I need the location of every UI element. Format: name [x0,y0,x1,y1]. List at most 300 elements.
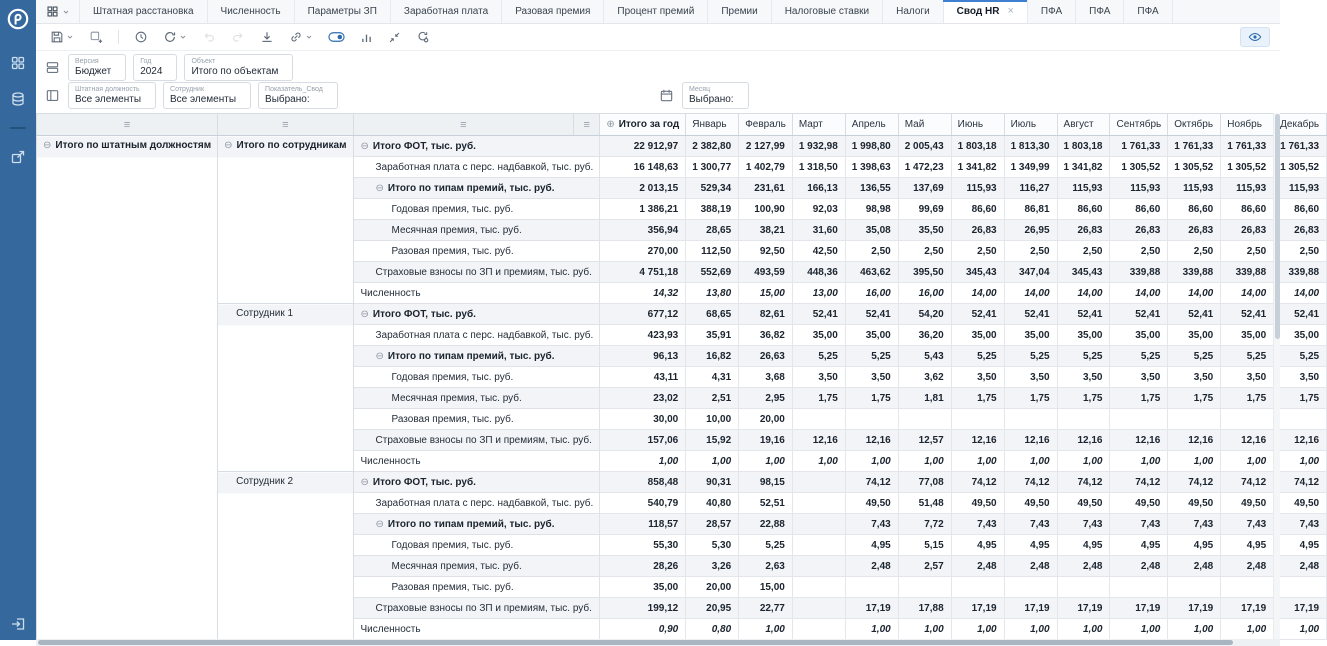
filter-chip[interactable] [184,54,293,81]
cell[interactable]: 26,63 [739,346,793,367]
cell[interactable]: 26,83 [951,220,1004,241]
cell[interactable]: 35,00 [951,325,1004,346]
cell[interactable]: 2,50 [1004,241,1057,262]
cell[interactable]: 1,75 [1004,388,1057,409]
cell[interactable]: 2,48 [1274,556,1327,577]
redo-button[interactable] [225,27,251,47]
cell[interactable]: 26,83 [1168,220,1221,241]
cell[interactable]: 2,57 [898,556,951,577]
column-menu-icon[interactable]: ≡ [353,114,574,136]
cell[interactable] [792,514,845,535]
cell[interactable] [792,535,845,556]
column-header-month[interactable]: Февраль [739,114,793,136]
cell[interactable]: 20,00 [739,409,793,430]
cell[interactable]: 2,48 [951,556,1004,577]
cell[interactable]: 2,50 [1274,241,1327,262]
cell[interactable]: 35,00 [1168,325,1221,346]
cell[interactable]: 52,41 [1004,304,1057,325]
cell[interactable]: 5,25 [1168,346,1221,367]
logout-icon[interactable] [10,616,26,632]
cell[interactable]: 14,00 [1110,283,1168,304]
cell[interactable]: 4,31 [686,367,739,388]
cell[interactable] [1004,577,1057,598]
cell[interactable]: 1,00 [739,451,793,472]
cell[interactable]: 74,12 [1274,472,1327,493]
cell[interactable]: 1 761,33 [1221,136,1274,157]
cell[interactable]: 13,80 [686,283,739,304]
cell[interactable]: 5,25 [1221,346,1274,367]
cell[interactable]: 345,43 [951,262,1004,283]
cell[interactable] [1004,409,1057,430]
cell[interactable]: 19,16 [739,430,793,451]
column-header-month[interactable]: Ноябрь [1221,114,1274,136]
cell[interactable]: 17,19 [845,598,898,619]
cell[interactable]: 7,43 [1004,514,1057,535]
cell[interactable]: 7,43 [1274,514,1327,535]
cell[interactable]: 137,69 [898,178,951,199]
cell[interactable]: 15,92 [686,430,739,451]
row-metric-label[interactable] [353,619,600,640]
cell[interactable]: 1,00 [1110,451,1168,472]
cell[interactable] [1110,577,1168,598]
cell[interactable]: 52,51 [739,493,793,514]
cell[interactable] [845,409,898,430]
cell-year-total[interactable]: 540,79 [600,493,686,514]
cell[interactable]: 1,00 [845,451,898,472]
column-header-month[interactable]: Сентябрь [1110,114,1168,136]
cell[interactable]: 14,00 [1221,283,1274,304]
cell[interactable]: 49,50 [1057,493,1110,514]
toggle-on-button[interactable] [322,28,351,46]
cell[interactable]: 4,95 [951,535,1004,556]
cell[interactable]: 16,82 [686,346,739,367]
cell[interactable]: 3,50 [792,367,845,388]
column-header-total[interactable] [600,114,686,136]
cell-year-total[interactable]: 356,94 [600,220,686,241]
cell-year-total[interactable]: 16 148,63 [600,157,686,178]
column-header-month[interactable]: Март [792,114,845,136]
cell[interactable]: 115,93 [1274,178,1327,199]
cell[interactable]: 54,20 [898,304,951,325]
cell[interactable]: 7,43 [845,514,898,535]
cell[interactable]: 2,48 [1168,556,1221,577]
cell[interactable]: 26,95 [1004,220,1057,241]
cell[interactable]: 2,95 [739,388,793,409]
cell-year-total[interactable]: 55,30 [600,535,686,556]
cell[interactable]: 7,43 [1057,514,1110,535]
cell[interactable]: 4,95 [1168,535,1221,556]
cell[interactable]: 1,00 [1004,451,1057,472]
cell[interactable]: 1 398,63 [845,157,898,178]
collapse-icon[interactable]: ⊖ [375,182,384,194]
cell[interactable]: 5,15 [898,535,951,556]
cell[interactable]: 15,00 [739,577,793,598]
cell[interactable]: 493,59 [739,262,793,283]
cell[interactable] [1274,409,1327,430]
cell[interactable]: 49,50 [1110,493,1168,514]
collapse-arrows-button[interactable] [382,28,407,47]
row-metric-label[interactable] [353,472,600,493]
cell[interactable]: 52,41 [1168,304,1221,325]
cell[interactable]: 26,83 [1057,220,1110,241]
add-view-button[interactable] [83,27,109,47]
cell[interactable] [792,598,845,619]
filter-chip[interactable] [68,82,156,109]
cell[interactable]: 347,04 [1004,262,1057,283]
row-metric-label[interactable] [353,346,600,367]
row-dim-employee[interactable] [218,304,353,472]
column-header-month[interactable]: Август [1057,114,1110,136]
cell[interactable]: 12,16 [1110,430,1168,451]
row-metric-label[interactable] [353,367,600,388]
cell[interactable]: 2,51 [686,388,739,409]
app-logo-icon[interactable] [6,7,30,31]
tab-процент-премий[interactable] [604,0,708,23]
cell-year-total[interactable]: 35,00 [600,577,686,598]
cell[interactable]: 20,95 [686,598,739,619]
cell[interactable]: 339,88 [1168,262,1221,283]
cell[interactable]: 1 349,99 [1004,157,1057,178]
cell[interactable]: 35,50 [898,220,951,241]
column-header-month[interactable]: Май [898,114,951,136]
cell[interactable]: 42,50 [792,241,845,262]
row-metric-label[interactable] [353,556,600,577]
cell[interactable]: 3,50 [1168,367,1221,388]
cell[interactable]: 40,80 [686,493,739,514]
cell-year-total[interactable]: 96,13 [600,346,686,367]
cell[interactable]: 14,00 [1274,283,1327,304]
cell[interactable]: 26,83 [1221,220,1274,241]
cell[interactable]: 1,75 [1110,388,1168,409]
cell[interactable]: 49,50 [1004,493,1057,514]
cell[interactable]: 74,12 [1221,472,1274,493]
cell[interactable]: 12,16 [1004,430,1057,451]
cell[interactable]: 1 761,33 [1274,136,1327,157]
tab-пфа[interactable] [1028,0,1076,23]
row-metric-label[interactable] [353,178,600,199]
cell[interactable]: 74,12 [845,472,898,493]
cell[interactable]: 448,36 [792,262,845,283]
cell[interactable]: 7,43 [951,514,1004,535]
cell[interactable]: 14,00 [951,283,1004,304]
cell[interactable]: 12,16 [1274,430,1327,451]
tab-численность[interactable] [208,0,295,23]
cell-year-total[interactable]: 23,02 [600,388,686,409]
cell[interactable]: 1 761,33 [1168,136,1221,157]
collapse-icon[interactable]: ⊖ [375,350,384,362]
cell-year-total[interactable]: 30,00 [600,409,686,430]
tab-свод-hr[interactable] [944,0,1028,23]
history-button[interactable] [128,27,154,47]
cell[interactable]: 1,00 [1168,619,1221,640]
cell[interactable]: 5,25 [739,535,793,556]
row-metric-label[interactable] [353,430,600,451]
cell[interactable]: 552,69 [686,262,739,283]
cell[interactable]: 1,00 [845,619,898,640]
cell[interactable]: 1 305,52 [1168,157,1221,178]
cell[interactable]: 38,21 [739,220,793,241]
cell[interactable]: 14,00 [1004,283,1057,304]
cell[interactable]: 12,16 [951,430,1004,451]
filter-chip[interactable] [682,82,749,109]
cell[interactable]: 74,12 [1057,472,1110,493]
cell[interactable]: 20,00 [686,577,739,598]
cell[interactable] [1057,409,1110,430]
cell[interactable]: 166,13 [792,178,845,199]
view-mode-button[interactable] [1240,27,1270,47]
cell[interactable]: 86,60 [1168,199,1221,220]
cell[interactable]: 1 300,77 [686,157,739,178]
cell[interactable]: 1,00 [1004,619,1057,640]
tab-заработная-плата[interactable] [391,0,502,23]
cell[interactable]: 100,90 [739,199,793,220]
cell[interactable]: 77,08 [898,472,951,493]
row-metric-label[interactable] [353,220,600,241]
cell[interactable]: 49,50 [951,493,1004,514]
cell[interactable] [792,493,845,514]
cell[interactable]: 1,75 [1168,388,1221,409]
cell[interactable]: 4,95 [1274,535,1327,556]
row-dim-positions-total[interactable] [37,136,218,640]
cell[interactable]: 1 932,98 [792,136,845,157]
cell[interactable] [792,619,845,640]
cell[interactable]: 3,50 [1110,367,1168,388]
tab-разовая-премия[interactable] [502,0,604,23]
cell[interactable]: 4,95 [1004,535,1057,556]
cell[interactable] [898,409,951,430]
filter-chip[interactable] [163,82,251,109]
cell[interactable]: 7,43 [1168,514,1221,535]
cell[interactable]: 1,75 [1274,388,1327,409]
cell[interactable]: 395,50 [898,262,951,283]
cell[interactable]: 4,95 [845,535,898,556]
cell[interactable]: 12,16 [845,430,898,451]
cell[interactable]: 463,62 [845,262,898,283]
cell[interactable]: 1 305,52 [1221,157,1274,178]
cell[interactable]: 1 305,52 [1274,157,1327,178]
cell[interactable] [1110,409,1168,430]
cell[interactable]: 17,19 [1057,598,1110,619]
cell[interactable]: 2,63 [739,556,793,577]
cell[interactable]: 339,88 [1221,262,1274,283]
cell[interactable]: 7,72 [898,514,951,535]
tab-налоговые-ставки[interactable] [772,0,883,23]
cell[interactable]: 3,50 [1004,367,1057,388]
cell[interactable]: 2,50 [1057,241,1110,262]
cell[interactable]: 5,25 [1057,346,1110,367]
cell[interactable] [792,577,845,598]
cell[interactable]: 1,00 [686,451,739,472]
row-metric-label[interactable] [353,304,600,325]
column-header-month[interactable]: Декабрь [1274,114,1327,136]
cell-year-total[interactable]: 270,00 [600,241,686,262]
cell[interactable]: 17,19 [1004,598,1057,619]
cell[interactable]: 82,61 [739,304,793,325]
row-dim-employee[interactable] [218,472,353,640]
cell[interactable]: 2,50 [898,241,951,262]
column-menu-icon[interactable]: ≡ [37,114,218,136]
cell[interactable]: 1 305,52 [1110,157,1168,178]
cell[interactable]: 86,60 [1057,199,1110,220]
cell[interactable]: 1 341,82 [1057,157,1110,178]
cell[interactable]: 16,00 [898,283,951,304]
cell[interactable]: 17,19 [1168,598,1221,619]
cell-year-total[interactable]: 1 386,21 [600,199,686,220]
cell[interactable]: 99,69 [898,199,951,220]
cell[interactable]: 12,16 [792,430,845,451]
cell[interactable]: 17,19 [1274,598,1327,619]
cell[interactable]: 3,26 [686,556,739,577]
cell[interactable]: 2,48 [845,556,898,577]
cell-year-total[interactable]: 677,12 [600,304,686,325]
row-metric-label[interactable] [353,514,600,535]
cell[interactable]: 1,00 [898,619,951,640]
cell[interactable] [1221,577,1274,598]
cell[interactable]: 2,50 [1168,241,1221,262]
cell[interactable]: 2 127,99 [739,136,793,157]
cell[interactable]: 14,00 [1057,283,1110,304]
cell-year-total[interactable]: 43,11 [600,367,686,388]
cell[interactable] [1057,577,1110,598]
cell[interactable]: 86,60 [1274,199,1327,220]
cell-year-total[interactable]: 28,26 [600,556,686,577]
cell[interactable]: 49,50 [1221,493,1274,514]
cell[interactable]: 5,30 [686,535,739,556]
tab-пфа[interactable] [1076,0,1124,23]
cell[interactable]: 1,00 [1110,619,1168,640]
cell-year-total[interactable]: 0,90 [600,619,686,640]
cell[interactable]: 1 341,82 [951,157,1004,178]
tab-премии[interactable] [708,0,771,23]
cell[interactable]: 2 005,43 [898,136,951,157]
cell[interactable]: 3,50 [845,367,898,388]
cell[interactable]: 98,98 [845,199,898,220]
cell[interactable]: 92,50 [739,241,793,262]
cell[interactable]: 90,31 [686,472,739,493]
cell[interactable]: 3,50 [1274,367,1327,388]
row-metric-label[interactable] [353,157,600,178]
cell[interactable]: 1,00 [951,451,1004,472]
column-menu-icon[interactable]: ≡ [574,114,600,136]
cell[interactable] [845,577,898,598]
filter-chip[interactable] [133,54,177,81]
cell[interactable]: 388,19 [686,199,739,220]
cell[interactable]: 4,95 [1057,535,1110,556]
cell[interactable]: 1,00 [1057,451,1110,472]
download-button[interactable] [254,27,280,47]
cell[interactable]: 52,41 [1057,304,1110,325]
cell[interactable]: 1,75 [792,388,845,409]
cell[interactable]: 35,00 [1274,325,1327,346]
calendar-icon[interactable] [656,88,676,103]
row-metric-label[interactable] [353,493,600,514]
column-header-month[interactable]: Июнь [951,114,1004,136]
cell[interactable]: 1,00 [1274,451,1327,472]
cell[interactable]: 74,12 [1168,472,1221,493]
cell[interactable]: 52,41 [1274,304,1327,325]
horizontal-scrollbar-thumb[interactable] [38,640,1233,645]
cell[interactable]: 1 803,18 [1057,136,1110,157]
cell[interactable] [792,409,845,430]
cell[interactable]: 74,12 [1110,472,1168,493]
cell[interactable]: 2,48 [1057,556,1110,577]
cell[interactable]: 1,00 [1168,451,1221,472]
cell[interactable]: 36,82 [739,325,793,346]
cell[interactable]: 22,88 [739,514,793,535]
cell[interactable]: 35,00 [845,325,898,346]
cell[interactable]: 339,88 [1110,262,1168,283]
cell[interactable]: 49,50 [1168,493,1221,514]
tab-налоги[interactable] [883,0,944,23]
cell[interactable]: 49,50 [1274,493,1327,514]
refresh-button[interactable] [157,27,193,47]
cell[interactable]: 1,00 [1057,619,1110,640]
row-metric-label[interactable] [353,136,600,157]
cell[interactable] [898,577,951,598]
cell[interactable]: 35,00 [1221,325,1274,346]
cell[interactable]: 115,93 [1057,178,1110,199]
cell[interactable]: 31,60 [792,220,845,241]
cell-year-total[interactable]: 423,93 [600,325,686,346]
cell[interactable]: 52,41 [1221,304,1274,325]
cell[interactable]: 98,15 [739,472,793,493]
cell-year-total[interactable]: 199,12 [600,598,686,619]
cell[interactable]: 7,43 [1110,514,1168,535]
cell[interactable]: 5,25 [951,346,1004,367]
cell[interactable]: 51,48 [898,493,951,514]
bar-chart-button[interactable] [354,28,379,47]
collapse-icon[interactable]: ⊖ [360,476,369,488]
cell[interactable]: 112,50 [686,241,739,262]
apps-menu-button[interactable] [36,0,79,23]
cell[interactable] [792,556,845,577]
cell[interactable]: 26,83 [1274,220,1327,241]
cell[interactable]: 1,00 [951,619,1004,640]
cell[interactable]: 22,77 [739,598,793,619]
cell[interactable]: 1 998,80 [845,136,898,157]
row-metric-label[interactable] [353,325,600,346]
cell[interactable]: 3,50 [1057,367,1110,388]
cell[interactable]: 3,62 [898,367,951,388]
cell[interactable]: 3,68 [739,367,793,388]
cell[interactable]: 13,00 [792,283,845,304]
cell[interactable]: 345,43 [1057,262,1110,283]
expand-icon[interactable]: ⊕ [606,119,615,130]
cell[interactable]: 115,93 [1110,178,1168,199]
filter-chip[interactable] [258,82,338,109]
cell[interactable] [1274,577,1327,598]
row-metric-label[interactable] [353,388,600,409]
collapse-icon[interactable]: ⊖ [224,140,233,151]
cell[interactable]: 28,65 [686,220,739,241]
vertical-scrollbar-thumb[interactable] [1275,114,1280,339]
cell[interactable] [1221,409,1274,430]
cell[interactable]: 35,00 [1110,325,1168,346]
cell[interactable]: 3,50 [951,367,1004,388]
cell[interactable]: 12,16 [1168,430,1221,451]
cell[interactable]: 12,16 [1221,430,1274,451]
row-metric-label[interactable] [353,283,600,304]
cell[interactable]: 86,60 [951,199,1004,220]
row-metric-label[interactable] [353,409,600,430]
vertical-scrollbar[interactable] [1273,113,1280,639]
cell[interactable]: 231,61 [739,178,793,199]
sync-button[interactable] [410,27,436,47]
tab-параметры-зп[interactable] [295,0,391,23]
cell[interactable]: 1 761,33 [1110,136,1168,157]
cell[interactable]: 1 472,23 [898,157,951,178]
cell[interactable]: 86,60 [1221,199,1274,220]
